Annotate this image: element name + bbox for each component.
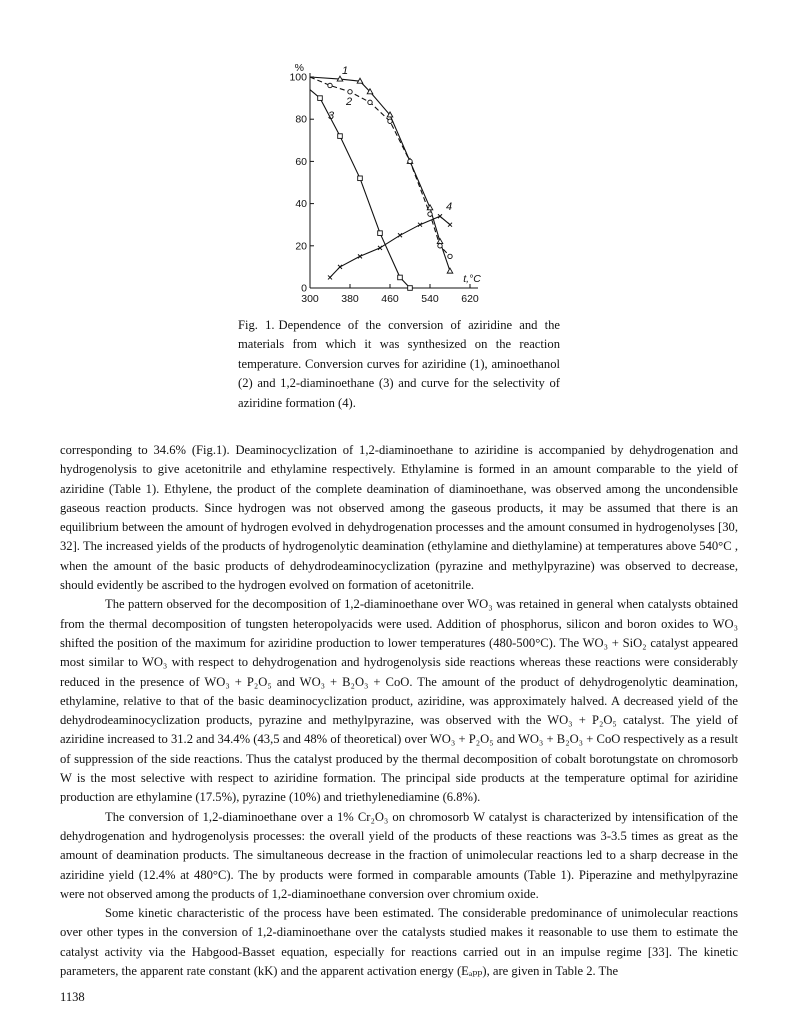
series-3-point [358,176,363,181]
page-number: 1138 [60,990,85,1004]
figure-1 [270,55,520,317]
x-tick-label: 380 [341,293,359,305]
paragraph-4: Some kinetic characteristic of the process have been estimated. The considerable predominance of unimolecular reactions over other types in the conversion of 1,2-diaminoethane over the catalysts studied makes it reasonable to use them to estimate the catalyst activity via the Habgood-Basset equation, especially for reactions carried out in an impulse regime [33]. The kinetic parameters, the apparent rate constant (kK) and the apparent activation energy (Eₐₚₚ), are given in Table 2. The [60,906,738,979]
series-2-point [388,119,392,123]
series-4-point [338,265,342,269]
series-line-1 [310,77,453,271]
series-3-point [408,286,413,291]
series-2-point [408,159,412,163]
y-tick-label: 80 [295,113,307,126]
y-tick-label: 20 [295,240,307,253]
series-label-2: 2 [346,95,353,108]
paragraph-1: corresponding to 34.6% (Fig.1). Deaminocyclization of 1,2-diaminoethane to aziridine is accompanied by dehydrogenation and hydrogenolysis to give acetonitrile and ethylamine respectively. Ethylamine is formed in an amount comparable to the yield of aziridine (Table 1). Ethylene, the product of the complete deamination of diaminoethane, was observed among the uncondensible gaseous reaction products. Since hydrogen was not observed among the gaseous products, it may be assumed that there is an equilibrium between the amount of hydrogen evolved in dehydrogenation processes and the amount consumed in hydrogenolyses [30, 32]. The increased yields of the products of hydrogenolytic deamination (ethylamine and diethylamine) at temperatures above 540°C , when the amount of the basic products of dehydrodeaminocyclization (pyrazine and methylpyrazine) was observed to decrease, should evidently be ascribed to the hydrogen evolved on formation of acetonitrile. [60,443,738,593]
y-tick-label: 100 [289,71,307,84]
series-3-point [398,275,403,280]
figure-caption [238,316,560,413]
series-1-point [447,268,453,273]
paragraph-3: The conversion of 1,2-diaminoethane over a 1% Cr₂O₃ on chromosorb W catalyst is characterized by intensification of the dehydrogenation and hydrogenolysis processes: the overall yield of the products of these reactions was 3-3.5 times as great as the amount of deamination products. The simultaneous decrease in the fraction of unimolecular reactions led to a sharp decrease in the aziridine yield (12.4% at 480°C). The by products were formed in comparable amounts (Table 1). Piperazine and methylpyrazine were not observed among the products of 1,2-diaminoethane conversion over chromium oxide. [60,809,738,901]
series-3-point [318,96,323,101]
y-tick-label: 60 [295,155,307,168]
series-4-point [398,233,402,237]
series-3-point [338,134,343,139]
series-2-point [438,244,442,248]
body-text [60,441,738,981]
series-4-point [438,214,442,218]
series-2-point [448,254,452,258]
y-axis-label: % [294,62,304,74]
x-tick-label: 460 [381,293,399,305]
caption-text: Dependence of the conversion of aziridine and the materials from which it was synthesized on the reaction temperature. Conversion curves for aziridine (1), aminoethanol (2) and 1,2-diaminoethane (3) and curve for the selectivity of aziridine formation (4). [238,318,560,410]
y-tick-label: 40 [295,198,307,211]
conversion-chart [270,55,520,317]
series-2-point [348,90,352,94]
series-line-4 [330,216,450,277]
x-tick-label: 540 [421,293,439,305]
series-2-point [428,212,432,216]
series-2-point [368,100,372,104]
series-4-point [328,275,332,279]
series-label-3: 3 [328,110,335,123]
series-label-4: 4 [446,201,453,214]
paragraph-2: The pattern observed for the decomposition of 1,2-diaminoethane over WO₃ was retained in general when catalysts obtained from the thermal decomposition of tungsten heteropolyacids were used. Addition of phosphorus, silicon and boron oxides to WO₃ shifted the position of the maximum for aziridine production to lower temperatures (480-500°C). The WO₃ + SiO₂ catalyst appeared most similar to WO₃ with respect to dehydrogenation and hydrogenolysis side reactions whereas these reactions were considerably reduced in the presence of WO₃ + P₂O₅ and WO₃ + B₂O₃ + CoO. The amount of the product of dehydrogenolytic deamination, ethylamine, relative to that of the basic deaminocyclization product, aziridine, was approximately halved. A decreased yield of the dehydrodeaminocyclization products, pyrazine and methylpyrazine, was observed with the WO₃ + P₂O₅ catalyst. The yield of aziridine increased to 31.2 and 34.4% (43,5 and 48% of theoretical) over WO₃ + P₂O₅ and WO₃ + B₂O₃ + CoO respectively as a result of suppression of the side reactions. Thus the catalyst produced by the thermal decomposition of cobalt borotungstate on chromosorb W is the most selective with respect to aziridine formation. The principal side products at the temperature optimal for aziridine production are ethylamine (17.5%), pyrazine (10%) and triethylenediamine (6.8%). [60,597,738,805]
series-label-1: 1 [342,65,349,78]
series-3-point [378,231,383,236]
series-line-3 [310,90,410,288]
figure-label: Fig. 1. [238,318,275,332]
y-tick-label: 0 [301,282,307,295]
x-axis-label: t,°C [463,273,481,285]
series-2-point [328,83,332,87]
x-tick-label: 300 [301,293,319,305]
x-tick-label: 620 [461,293,479,305]
series-4-point [358,254,362,258]
series-4-point [448,223,452,227]
